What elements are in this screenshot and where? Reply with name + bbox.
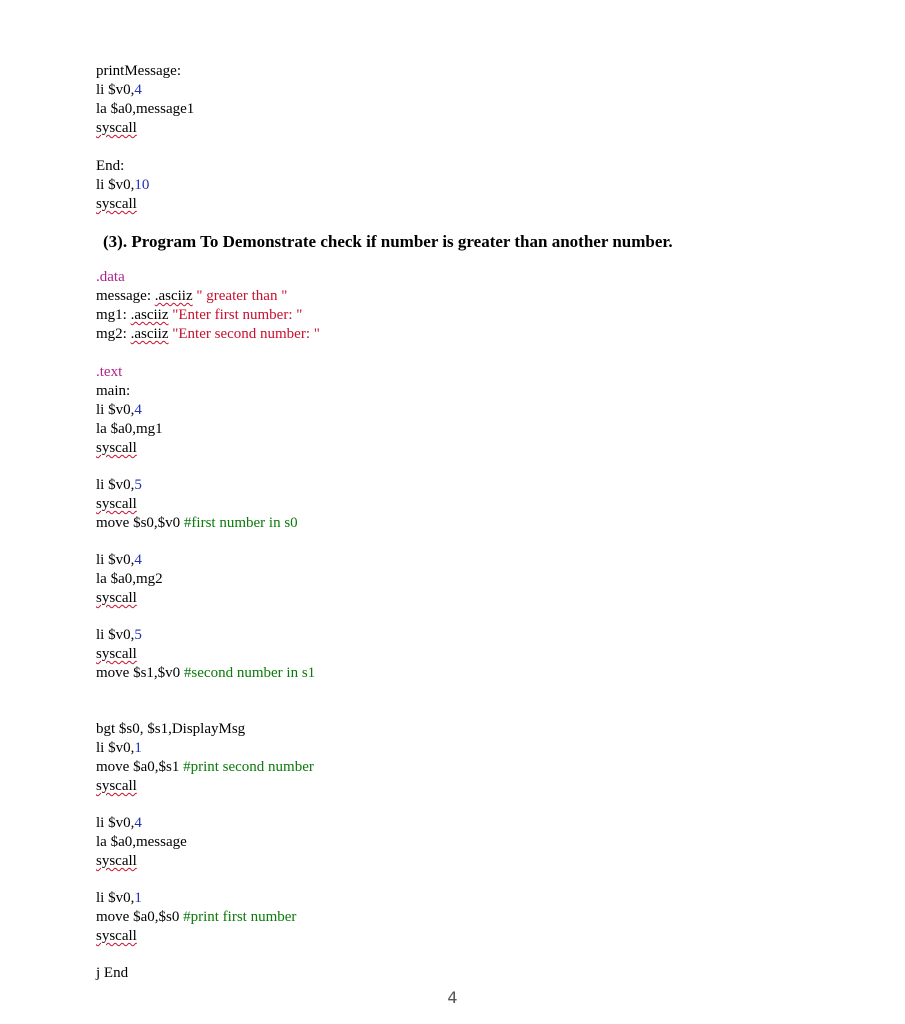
section-heading: (3). Program To Demonstrate check if number is greater than another number. [103,232,673,251]
code-line: mg2: .asciiz "Enter second number: " [96,326,320,342]
code-line: .data [96,269,125,285]
code-line: syscall [96,646,137,662]
code-line: syscall [96,496,137,512]
code-line: syscall [96,590,137,606]
code-line: li $v0,10 [96,177,150,193]
code-line: End: [96,158,125,174]
code-line: syscall [96,928,137,944]
code-line: li $v0,4 [96,402,142,418]
code-line: syscall [96,120,137,136]
code-line: la $a0,mg1 [96,421,163,437]
code-line: la $a0,message1 [96,101,195,117]
page-number: 4 [447,988,458,1007]
code-line: move $s1,$v0 #second number in s1 [96,665,316,681]
code-line: li $v0,5 [96,627,142,643]
code-line: li $v0,4 [96,82,142,98]
code-line: mg1: .asciiz "Enter first number: " [96,307,303,323]
code-line: syscall [96,440,137,456]
code-line: la $a0,mg2 [96,571,163,587]
code-line: li $v0,5 [96,477,142,493]
code-line: printMessage: [96,63,181,79]
code-line: li $v0,4 [96,552,142,568]
code-line: syscall [96,853,137,869]
code-line: move $a0,$s1 #print second number [96,759,314,775]
code-line: move $s0,$v0 #first number in s0 [96,515,298,531]
code-line: message: .asciiz " greater than " [96,288,288,304]
code-line: syscall [96,196,137,212]
code-line: la $a0,message [96,834,187,850]
code-line: move $a0,$s0 #print first number [96,909,297,925]
code-line: .text [96,364,123,380]
code-line: bgt $s0, $s1,DisplayMsg [96,721,246,737]
code-line: li $v0,1 [96,740,142,756]
code-line: syscall [96,778,137,794]
code-line: li $v0,1 [96,890,142,906]
code-line: main: [96,383,131,399]
code-line: li $v0,4 [96,815,142,831]
code-line: j End [96,965,129,981]
